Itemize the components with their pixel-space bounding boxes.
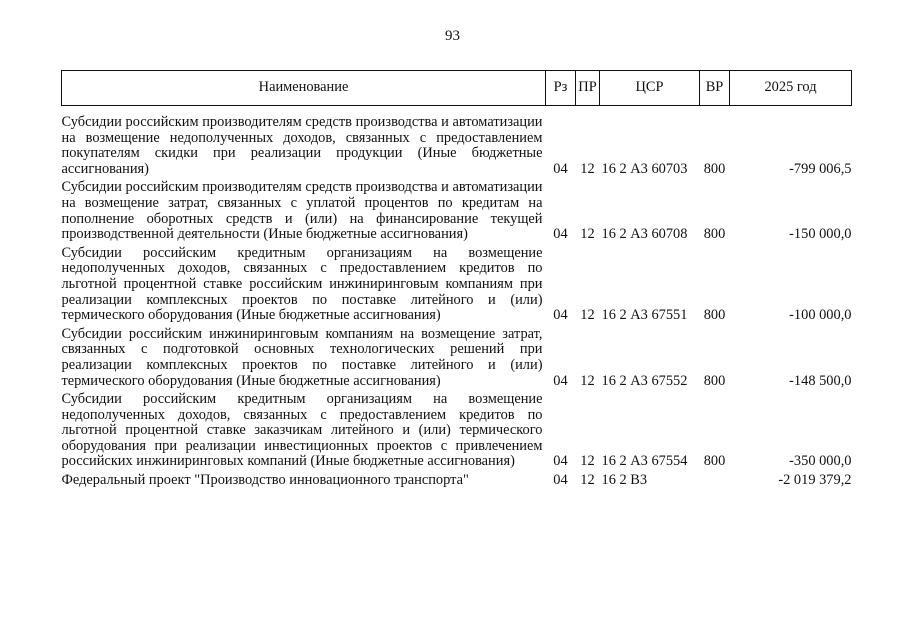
row-vr: 800 [703, 160, 726, 177]
row-name: Субсидии российским кредитным организациям на возмещение недополученных доходов, связанных с предоставлением кредитов по льготной процентной ставке российским инжиниринговым компаниям при реализации комплексных проектов по поставке литейного и (или) термического оборудования (Иные бюджетные ассигнования) [61, 244, 543, 324]
header-year: 2025 год [730, 71, 852, 106]
row-csr: 16 2 В3 [601, 472, 648, 489]
row-vr [700, 470, 730, 489]
row-name: Субсидии российским кредитным организациям на возмещение недополученных доходов, связанных с предоставлением кредитов по льготной процентной ставке заказчикам литейного и (или) термического оборудования при реализации инвестиционных проектов с привлечением российских инжиниринговых компаний (Иные бюджетные ассигнования) [61, 391, 543, 470]
header-rz: Рз [546, 71, 576, 106]
row-amount: -350 000,0 [789, 453, 852, 470]
row-name: Субсидии российским производителям средств производства и автоматизации на возмещение недополученных доходов, связанных с предоставлением покупателям скидки при реализации продукции (Иные бюджетные ассигнования) [61, 114, 543, 177]
row-vr: 800 [703, 307, 726, 324]
row-name: Субсидии российским инжиниринговым компаниям на возмещение затрат, связанных с подготовкой основных технологических решений при реализации комплексных проектов по поставке литейного и (или) термического оборудования (Иные бюджетные ассигнования) [61, 325, 543, 389]
row-csr: 16 2 А3 60703 [601, 160, 688, 177]
row-csr: 16 2 А3 67554 [601, 453, 688, 470]
table-row [62, 177, 852, 242]
row-rz: 04 [553, 160, 568, 177]
table-row [62, 470, 852, 489]
table-row [62, 389, 852, 470]
row-pr: 12 [580, 372, 595, 389]
row-csr: 16 2 А3 67552 [601, 372, 688, 389]
row-rz: 04 [553, 307, 568, 324]
row-rz: 04 [553, 226, 568, 243]
row-amount: -2 019 379,2 [778, 472, 852, 489]
row-name: Субсидии российским производителям средств производства и автоматизации на возмещение затрат, связанных с уплатой процентов по кредитам на пополнение оборотных средств и (или) на финансирование текущей производственной деятельности (Иные бюджетные ассигнования) [61, 179, 543, 243]
row-pr: 12 [580, 307, 595, 324]
row-rz: 04 [553, 453, 568, 470]
row-csr: 16 2 А3 67551 [601, 307, 688, 324]
row-pr: 12 [580, 453, 595, 470]
row-vr: 800 [703, 226, 726, 243]
row-amount: -799 006,5 [789, 160, 852, 177]
row-amount: -148 500,0 [789, 372, 852, 389]
row-pr: 12 [580, 472, 595, 489]
row-amount: -150 000,0 [789, 226, 852, 243]
header-csr: ЦСР [600, 71, 700, 106]
header-vr: ВР [700, 71, 730, 106]
table-row [62, 324, 852, 389]
row-pr: 12 [580, 226, 595, 243]
table-header-row [62, 71, 852, 106]
row-name: Федеральный проект "Производство инновационного транспорта" [61, 472, 469, 489]
row-vr: 800 [703, 453, 726, 470]
table-row [62, 243, 852, 324]
budget-table [61, 70, 852, 489]
row-vr: 800 [703, 372, 726, 389]
row-amount: -100 000,0 [789, 307, 852, 324]
row-csr: 16 2 А3 60708 [601, 226, 688, 243]
page-number: 93 [445, 28, 460, 44]
table-row [62, 106, 852, 178]
header-name: Наименование [62, 71, 546, 106]
row-rz: 04 [553, 372, 568, 389]
row-rz: 04 [553, 472, 568, 489]
header-pr: ПР [576, 71, 600, 106]
row-pr: 12 [580, 160, 595, 177]
